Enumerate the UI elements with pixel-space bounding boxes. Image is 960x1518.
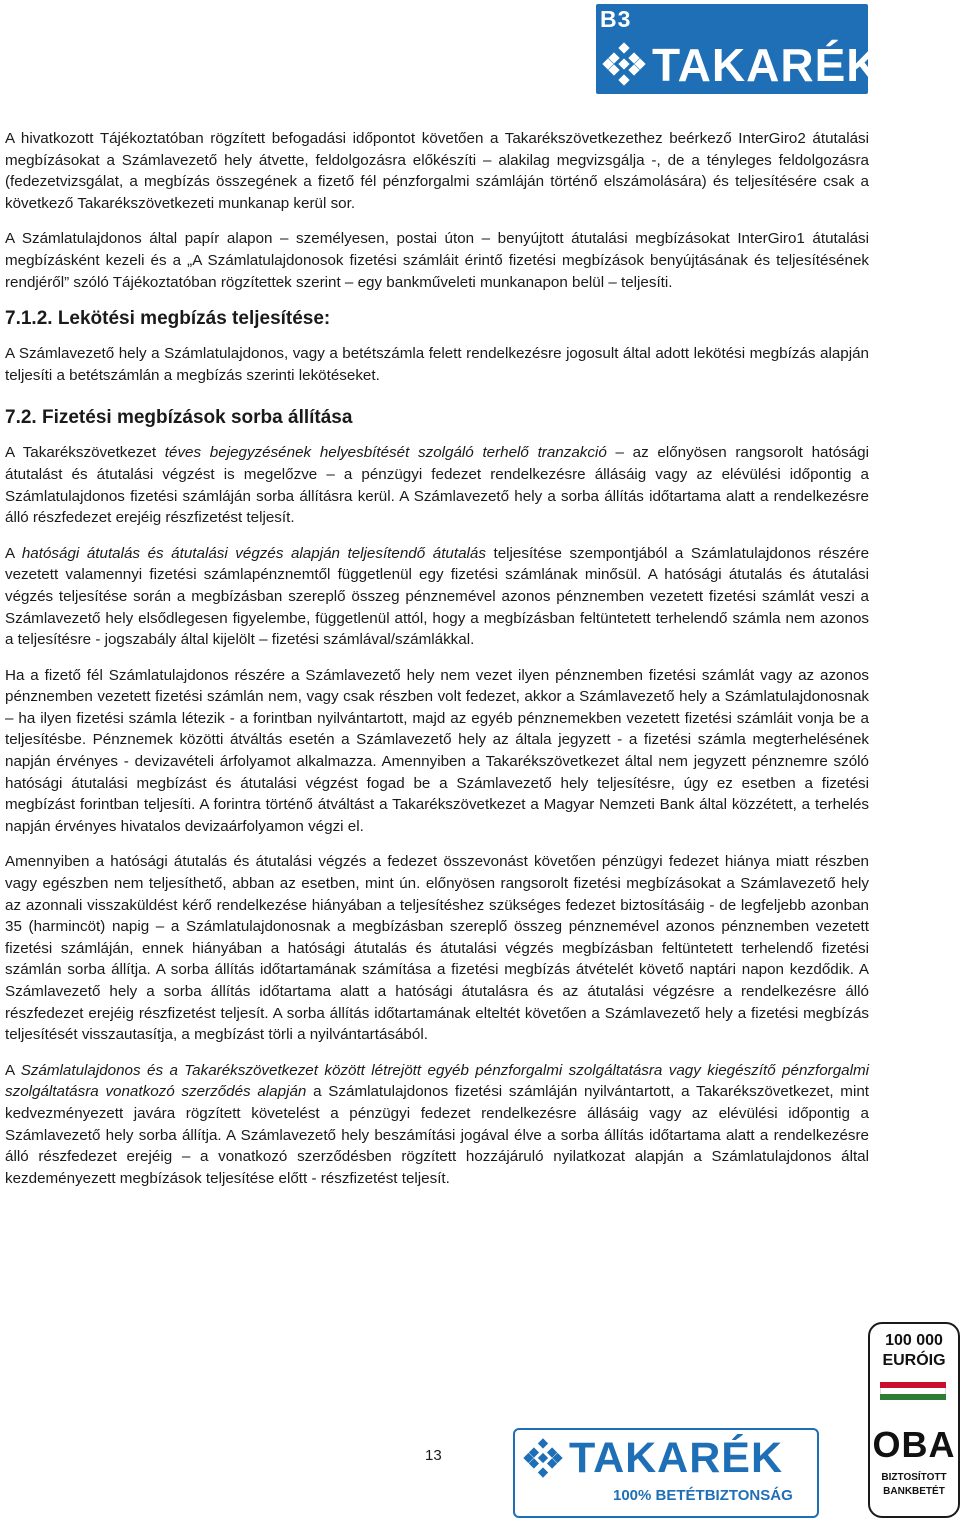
italic-text: téves bejegyzésének helyesbítését szolgáló terhelő tranzakció <box>164 444 607 462</box>
oba-badge <box>868 1322 960 1518</box>
logo-word: TAKARÉK <box>652 39 881 91</box>
oba-title: OBA <box>872 1424 956 1465</box>
paragraph: A hivatkozott Tájékoztatóban rögzített befogadási időpontot követően a Takarékszövetkezethez beérkező InterGiro2 átutalási megbízásokat a Számlavezető hely átvette, feldolgozásra előkészíti – alakilag megvizsgálja -, de a tényleges feldolgozásra (fedezetvizsgálat, a megbízás összegének a fizető fél pénzforgalmi számláján történő elszámolására) és teljesítésére csak a következő Takarékszövetkezeti munkanap kerül sor. <box>5 130 869 212</box>
logo-prefix: B3 <box>600 6 632 32</box>
logo-tagline: 100% BETÉTBIZTONSÁG <box>613 1487 793 1504</box>
text-run: – az előnyösen rangsorolt hatósági átutalást és átutalási végzést is megelőzve – a pénzügyi fedezet rendelkezésre állásáig vagy az elévülési időpontig a Számlatulajdonos fizetési számláján sorba állításra kerül. A Számlavezető hely a sorba állítás időtartama alatt a rendelkezésre álló részfedezet erejéig részfizetést teljesít. <box>5 444 870 527</box>
italic-text: hatósági átutalás és átutalási végzés alapján teljesítendő átutalás <box>21 544 486 562</box>
document-body <box>5 128 869 1203</box>
takarek-b3-logo <box>596 4 881 94</box>
oba-currency: EURÓIG <box>882 1352 946 1369</box>
oba-amount: 100 000 <box>885 1332 943 1349</box>
section-heading: 7.1.2. Lekötési megbízás teljesítése: <box>5 308 331 330</box>
italic-text: Számlatulajdonos és a Takarékszövetkezet között létrejött egyéb pénzforgalmi szolgáltatásra vagy kiegészítő pénzforgalmi szolgáltatásra vonatkozó szerződés alapján <box>5 1061 869 1101</box>
oba-caption: BANKBETÉT <box>883 1486 945 1497</box>
text-run: A <box>5 544 22 562</box>
page-number: 13 <box>425 1447 442 1464</box>
logo-word: TAKARÉK <box>569 1434 784 1482</box>
hungarian-flag-icon <box>880 1382 946 1400</box>
paragraph: A Számlavezető hely a Számlatulajdonos, vagy a betétszámla felett rendelkezésre jogosult által adott lekötési megbízás alapján teljesíti a betétszámlán a megbízás szerinti lekötéseket. <box>5 345 869 384</box>
section-heading: 7.2. Fizetési megbízások sorba állítása <box>5 407 353 429</box>
oba-caption: BIZTOSÍTOTT <box>881 1472 947 1483</box>
text-run: a Számlatulajdonos fizetési számláján nyilvántartott, a Takarékszövetkezet, mint kedvezményezett javára rögzített követelést a pénzügyi fedezet rendelkezésre állásáig vagy az elévülési időpontig a Számlavezető hely sorba állítja. A Számlavezető hely beszámítási jogával élve a sorba állítás időtartama alatt a rendelkezésre álló részfedezet erejéig – a vonatkozó szerződésben rögzített hozzájáruló nyilatkozat alapján a Számlatulajdonos által kezdeményezett megbízások teljesítése előtt - részfizetést teljesít. <box>5 1083 869 1187</box>
paragraph <box>5 442 869 528</box>
paragraph <box>5 543 869 651</box>
takarek-footer-logo <box>513 1428 819 1518</box>
takarek-diamond-icon <box>523 1438 563 1478</box>
paragraph: Ha a fizető fél Számlatulajdonos részére a Számlavezető hely nem vezet ilyen pénznemben fizetési számlát vagy az azonos pénznemben vezetett fizetési számlán nem, vagy csak részben volt fedezet, akkor a Számlavezető hely a Számlatulajdonosnak – ha ilyen fizetési számla létezik - a forintban nyilvántartott, majd az egyéb pénznemekben vezetett fizetési számláit vonja be a teljesítésbe. Pénznemek közötti átváltás esetén a Számlavezető hely az általa jegyzett - a fizetési számla megterhelésének napján érvényes - devizavételi árfolyamot alkalmazza. Amennyiben a Takarékszövetkezet által nem jegyzett pénznemre szóló hatósági átutalási megbízást és átutalási végzést fogad be a Számlavezető hely teljesítésre, úgy ez esetben a fizetési megbízást forintban teljesíti. A forintra történő átváltást a Takarékszövetkezet a Magyar Nemzeti Bank által közzétett, a terhelés napján érvényes hivatalos devizaárfolyamon végzi el. <box>5 666 869 835</box>
text-run: teljesítése szempontjából a Számlatulajdonos részére vezetett valamennyi fizetési számlapénznemtől függetlenül egy fizetési számlának minősül. A hatósági átutalás és átutalási végzés teljesítése során a megbízásban szereplő összeg pénznemével azonos pénznemben vezetett fizetési számlát veszi a Számlavezető hely elsődlegesen figyelembe, függetlenül attól, hogy a megbízásban feltüntetett terhelendő számla nem azonos a teljesítésre - jogszabály által kijelölt – fizetési számlával/számlákkal. <box>5 544 870 649</box>
paragraph: A Számlatulajdonos által papír alapon – személyesen, postai úton – benyújtott átutalási megbízásokat InterGiro1 átutalási megbízásként kezeli és a „A Számlatulajdonosok fizetési számláit érintő fizetési megbízások benyújtásának és teljesítésének rendjéről” szóló Tájékoztatóban rögzítettek szerint – egy bankműveleti munkanapon belül – teljesíti. <box>5 230 869 291</box>
paragraph <box>5 1060 869 1190</box>
text-run: A Takarékszövetkezet <box>5 444 165 462</box>
paragraph: Amennyiben a hatósági átutalás és átutalási végzés a fedezet összevonást követően pénzügyi fedezet hiánya miatt részben vagy egészben nem teljesíthető, abban az esetben, mint ún. előnyösen rangsorolt fizetési megbízásokat a Számlavezető hely az azonnali visszaküldést kérő rendelkezése hiányában a teljesítéshez szükséges fedezet biztosításáig - de legfeljebb azonban 35 (harmincöt) napig – a Számlatulajdonosnak a megbízásban szereplő összeg pénznemével azonos pénznemben vezetett fizetési számláján, ennek hiányában a hatósági átutalás és átutalási végzés megbízásban feltüntetett terhelendő fizetési számlán sorba állítja. A sorba állítás időtartamának számítása a fizetési megbízás átvételét követő naptári napon kezdődik. A Számlavezető hely a sorba állítás időtartama alatt a hatósági átutalásra és az átutalási végzésre a rendelkezésre álló részfedezet erejéig részfizetést teljesít. A sorba állítás időtartamának elteltét követően a Számlavezető hely a fizetési megbízás teljesítését visszautasítja, a megbízást törli a nyilvántartásából. <box>5 853 869 1044</box>
takarek-diamond-icon <box>602 42 646 86</box>
text-run: A <box>5 1061 21 1079</box>
